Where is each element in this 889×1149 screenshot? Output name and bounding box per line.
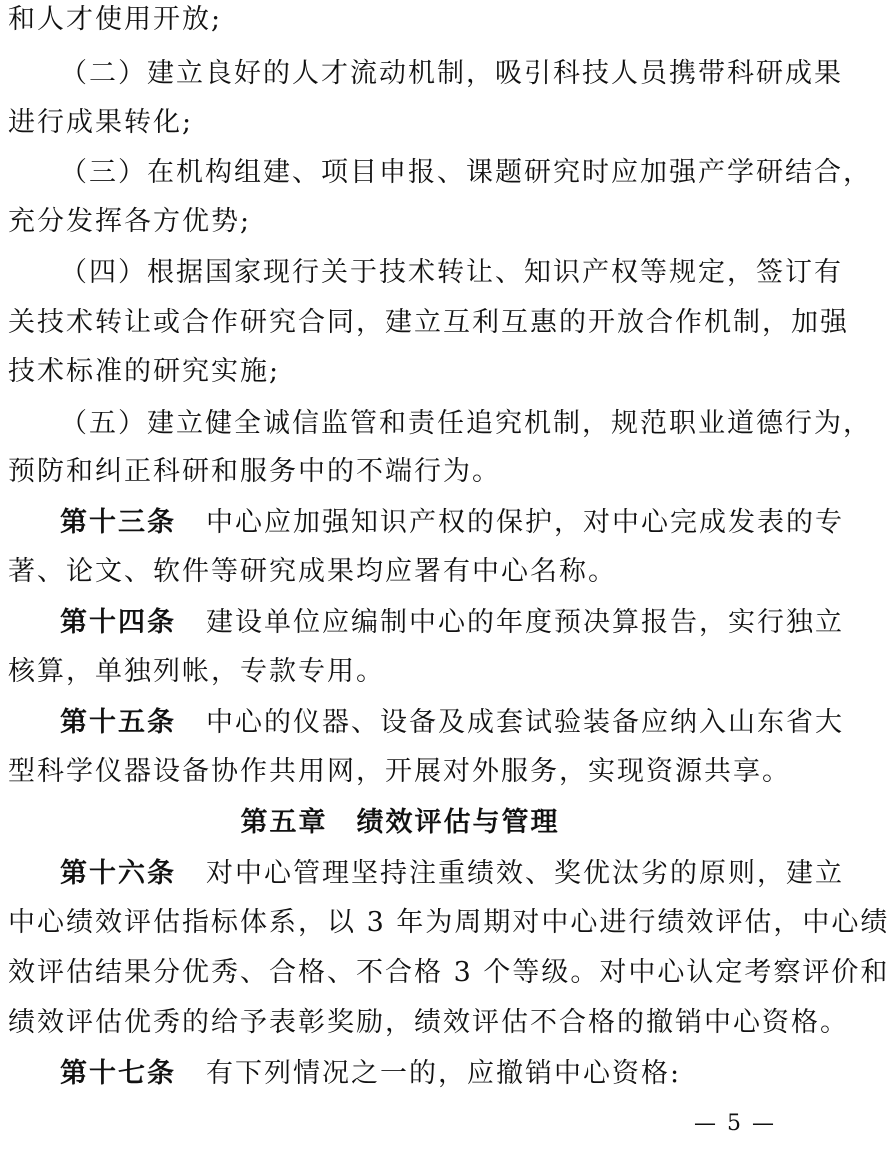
article-16-line-3: 效评估结果分优秀、合格、不合格 3 个等级。对中心认定考察评价和 xyxy=(8,957,889,988)
article-15-text: 中心的仪器、设备及成套试验装备应纳入山东省大 xyxy=(206,707,844,738)
article-14-label: 第十四条 xyxy=(60,607,176,638)
article-16-label: 第十六条 xyxy=(60,858,176,889)
list-item-2-line-1: （二）建立良好的人才流动机制，吸引科技人员携带科研成果 xyxy=(60,58,843,89)
article-15-line-2: 型科学仪器设备协作共用网，开展对外服务，实现资源共享。 xyxy=(8,756,791,787)
list-item-4-line-3: 技术标准的研究实施; xyxy=(8,356,281,387)
list-item-4-line-2: 关技术转让或合作研究合同，建立互利互惠的开放合作机制，加强 xyxy=(8,307,849,338)
article-13-line-2: 著、论文、软件等研究成果均应署有中心名称。 xyxy=(8,556,617,587)
article-14-line-1 xyxy=(60,606,844,640)
article-13-label: 第十三条 xyxy=(60,507,176,538)
article-13-text: 中心应加强知识产权的保护，对中心完成发表的专 xyxy=(206,507,844,538)
list-item-5-line-1: （五）建立健全诚信监管和责任追究机制，规范职业道德行为， xyxy=(60,408,872,439)
article-13-line-1 xyxy=(60,506,844,540)
article-16-line-2: 中心绩效评估指标体系，以 3 年为周期对中心进行绩效评估，中心绩 xyxy=(8,907,889,938)
article-16-text: 对中心管理坚持注重绩效、奖优汰劣的原则，建立 xyxy=(206,858,844,889)
paragraph-line: 和人才使用开放; xyxy=(8,4,223,35)
list-item-5-line-2: 预防和纠正科研和服务中的不端行为。 xyxy=(8,456,501,487)
list-item-3-line-2: 充分发挥各方优势; xyxy=(8,206,252,237)
article-17-line-1 xyxy=(60,1057,800,1091)
article-17-label: 第十七条 xyxy=(60,1058,176,1089)
article-15-label: 第十五条 xyxy=(60,707,176,738)
article-15-line-1 xyxy=(60,706,844,740)
page-number: — 5 — xyxy=(694,1111,776,1136)
list-item-2-line-2: 进行成果转化; xyxy=(8,107,194,138)
article-16-line-4: 绩效评估优秀的给予表彰奖励，绩效评估不合格的撤销中心资格。 xyxy=(8,1007,849,1038)
article-14-line-2: 核算，单独列帐，专款专用。 xyxy=(8,656,385,687)
chapter-5-heading: 第五章 绩效评估与管理 xyxy=(240,807,560,838)
list-item-4-line-1: （四）根据国家现行关于技术转让、知识产权等规定，签订有 xyxy=(60,257,843,288)
article-16-line-1 xyxy=(60,857,844,891)
list-item-3-line-1: （三）在机构组建、项目申报、课题研究时应加强产学研结合， xyxy=(60,157,872,188)
article-14-text: 建设单位应编制中心的年度预决算报告，实行独立 xyxy=(206,607,844,638)
article-17-text: 有下列情况之一的，应撤销中心资格: xyxy=(206,1058,682,1089)
